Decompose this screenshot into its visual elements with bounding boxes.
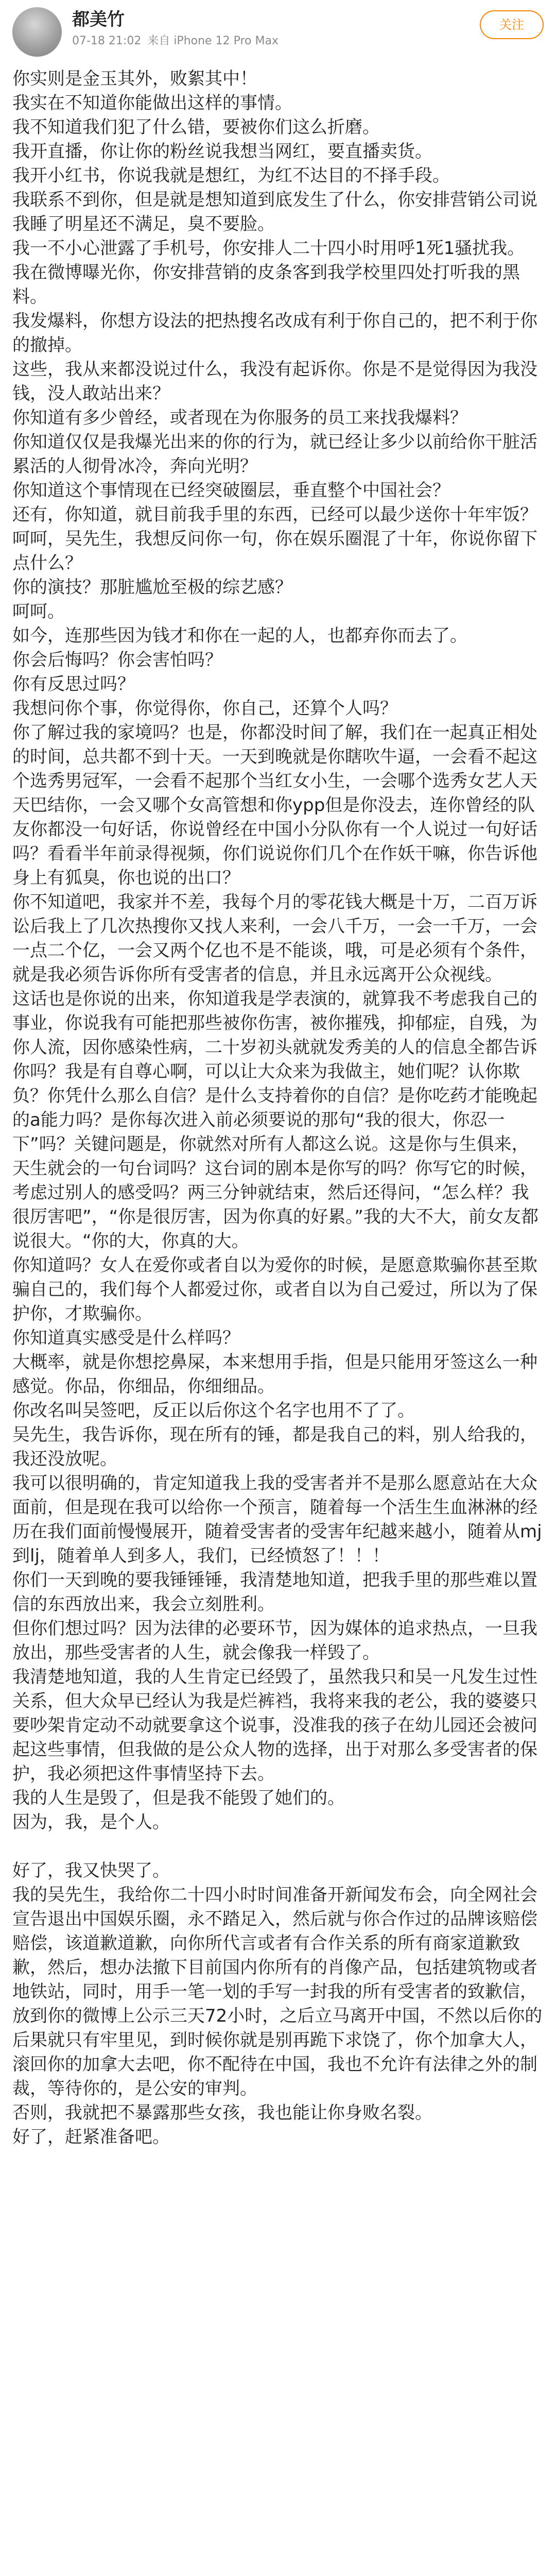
post-paragraph: 还有，你知道，就目前我手里的东西，已经可以最少送你十年牢饭？ [12,504,537,525]
post-paragraph: 好了，赶紧准备吧。 [12,2127,170,2147]
post-paragraph: 你实则是金玉其外，败絮其中！ [12,69,257,89]
post-paragraph: 我不知道我们犯了什么错，要被你们这么折磨。 [12,117,380,138]
post-paragraph: 你有反思过吗？ [12,674,135,694]
post-paragraph: 我开直播，你让你的粉丝说我想当网红，要直播卖货。 [12,141,432,162]
post-paragraph: 我在微博曝光你，你安排营销的皮条客到我学校里四处打听我的黑料。 [12,262,520,307]
post-paragraph: 但你们想过吗？因为法律的必要环节，因为媒体的追求热点，一旦我放出，那些受害者的人生，就会像我一样毁了。 [12,1618,537,1663]
post-subinfo [72,34,285,48]
post-paragraph: 我想问你个事，你觉得你，你自己，还算个人吗？ [12,698,397,719]
post-paragraph: 你不知道吧，我家并不差，我每个月的零花钱大概是十万，二百万诉讼后我上了几次热搜你又找人来利，一会八千万，一会一千万，一会一点二个亿，一会又两个亿也不是不能谈，哦，可是必须有个条件，就是我必须告诉你所有受害者的信息，并且永远离开公众视线。 [12,892,537,985]
post-paragraph: 我开小红书，你说我就是想红，为红不达目的不择手段。 [12,165,450,186]
post-paragraph: 我可以很明确的，肯定知道我上我的受害者并不是那么愿意站在大众面前，但是现在我可以给你一个预言，随着每一个活生生血淋淋的经历在我们面前慢慢展开，随着受害者的受害年纪越来越小，随着从mj到lj，随着单人到多人，我们，已经愤怒了！！！ [12,1473,542,1566]
post-paragraph: 这些，我从来都没说过什么，我没有起诉你。你是不是觉得因为我没钱，没人敢站出来？ [12,359,537,404]
avatar[interactable] [12,7,62,57]
post-paragraph: 这话也是你说的出来，你知道我是学表演的，就算我不考虑我自己的事业，你说我有可能把那些被你伤害，被你摧残，抑郁症，自残，为你人流，因你感染性病，二十岁初头就就发秀美的人的信息全都告诉你吗？我是有自尊心啊，可以让大众来为我做主，她们呢？认你欺负？你凭什么那么自信？是什么支持着你的自信？是你吃药才能晚起的a能力吗？是你每次进入前必须要说的那句“我的很大，你忍一下”吗？关键问题是，你就然对所有人都这么说。这是你与生俱来，天生就会的一句台词吗？这台词的剧本是你写的吗？你写它的时候，考虑过别人的感受吗？两三分钟就结束，然后还得问，“怎么样？我很厉害吧”，“你是很厉害，因为你真的好累。”我的大不大，前女友都说很大。“你的大，你真的大。 [12,989,538,1251]
username[interactable]: 都美竹 [72,9,125,30]
post-paragraph: 好了，我又快哭了。 [12,1860,170,1881]
post-paragraph: 我的吴先生，我给你二十四小时时间准备开新闻发布会，向全网社会宣告退出中国娱乐圈，永不踏足入，然后就与你合作过的品牌该赔偿赔偿，该道歉道歉，向你所代言或者有合作关系的所有商家道歉致歉，然后，想办法撤下目前国内你所有的肖像产品，包括建筑物或者地铁站，同时，用手一笔一划的手写一封我的所有受害者的致歉信，放到你的微博上公示三天72小时，之后立马离开中国，不然以后你的后果就只有牢里见，到时候你就是别再跪下求饶了，你个加拿大人，滚回你的加拿大去吧，你不配待在中国，我也不允许有法律之外的制裁，等待你的，是公安的审判。 [12,1885,543,2099]
post-paragraph: 我实在不知道你能做出这样的事情。 [12,93,292,113]
post-header [0,0,556,62]
follow-button[interactable]: 关注 [480,10,544,39]
timestamp: 07-18 21:02 [72,35,142,47]
post-paragraph: 呵呵。 [12,601,65,622]
post-meta [72,8,285,48]
post-paragraph: 你们一天到晚的要我锤锤锤，我清楚地知道，把我手里的那些难以置信的东西放出来，我会立刻胜利。 [12,1570,537,1615]
post-paragraph: 你会后悔吗？你会害怕吗？ [12,650,222,670]
post-paragraph: 如今，连那些因为钱才和你在一起的人，也都弃你而去了。 [12,625,467,646]
post-paragraph: 你改名叫吴签吧，反正以后你这个名字也用不了了。 [12,1400,415,1421]
post-paragraph: 我一不小心泄露了手机号，你安排人二十四小时用呼1死1骚扰我。 [12,238,525,259]
post-paragraph: 呵呵，吴先生，我想反问你一句，你在娱乐圈混了十年，你说你留下点什么？ [12,529,537,573]
post-paragraph: 你知道真实感受是什么样吗？ [12,1328,240,1348]
post-paragraph [12,1835,544,1859]
post-paragraph: 因为，我，是个人。 [12,1812,170,1833]
post-paragraph: 大概率，就是你想挖鼻屎，本来想用手指，但是只能用牙签这么一种感觉。你品，你细品，你细细品。 [12,1352,537,1397]
post-paragraph: 你知道仅仅是我爆光出来的你的行为，就已经让多少以前给你干脏活累活的人彻骨冰冷，奔向光明？ [12,432,537,477]
post-paragraph: 我发爆料，你想方设法的把热搜名改成有利于你自己的，把不利于你的撤掉。 [12,311,537,355]
post-body [0,62,556,2149]
post-paragraph: 我清楚地知道，我的人生肯定已经毁了，虽然我只和吴一凡发生过性关系，但大众早已经认为我是烂裤裆，我将来我的老公，我的婆婆只要吵架肯定动不动就要拿这个说事，没准我的孩子在幼儿园还会被问起这些事情，但我做的是公众人物的选择，出于对那么多受害者的保护，我必须把这件事情坚持下去。 [12,1667,537,1784]
post-paragraph: 你知道这个事情现在已经突破圈层，垂直整个中国社会？ [12,480,450,501]
post-paragraph: 吴先生，我告诉你，现在所有的锤，都是我自己的料，别人给我的，我还没放呢。 [12,1425,537,1469]
post-paragraph: 我的人生是毁了，但是我不能毁了她们的。 [12,1788,345,1808]
post-source: 来自 iPhone 12 Pro Max [147,35,279,47]
post-paragraph: 我联系不到你，但是就是想知道到底发生了什么，你安排营销公司说我睡了明星还不满足，臭不要脸。 [12,190,537,234]
post-paragraph: 你知道吗？女人在爱你或者自以为爱你的时候，是愿意欺骗你甚至欺骗自己的，我们每个人都爱过你，或者自以为自己爱过，所以为了保护你，才欺骗你。 [12,1255,537,1324]
post-paragraph: 你了解过我的家境吗？也是，你都没时间了解，我们在一起真正相处的时间，总共都不到十天。一天到晚就是你瞎吹牛逼，一会看不起这个选秀男冠军，一会看不起那个当红女小生，一会哪个选秀女艺人天天巴结你，一会又哪个女高管想和你ypp但是你没去，连你曾经的队友你都没一句好话，你说曾经在中国小分队你有一个人说过一句好话吗？看看半年前录得视频，你们说说你们几个在作妖干嘛，你告诉他身上有狐臭，你也说的出口？ [12,722,537,888]
post-paragraph: 否则，我就把不暴露那些女孩，我也能让你身败名裂。 [12,2103,432,2123]
post-paragraph: 你的演技？那脏尴尬至极的综艺感？ [12,577,292,598]
post-paragraph: 你知道有多少曾经，或者现在为你服务的员工来找我爆料？ [12,408,467,428]
